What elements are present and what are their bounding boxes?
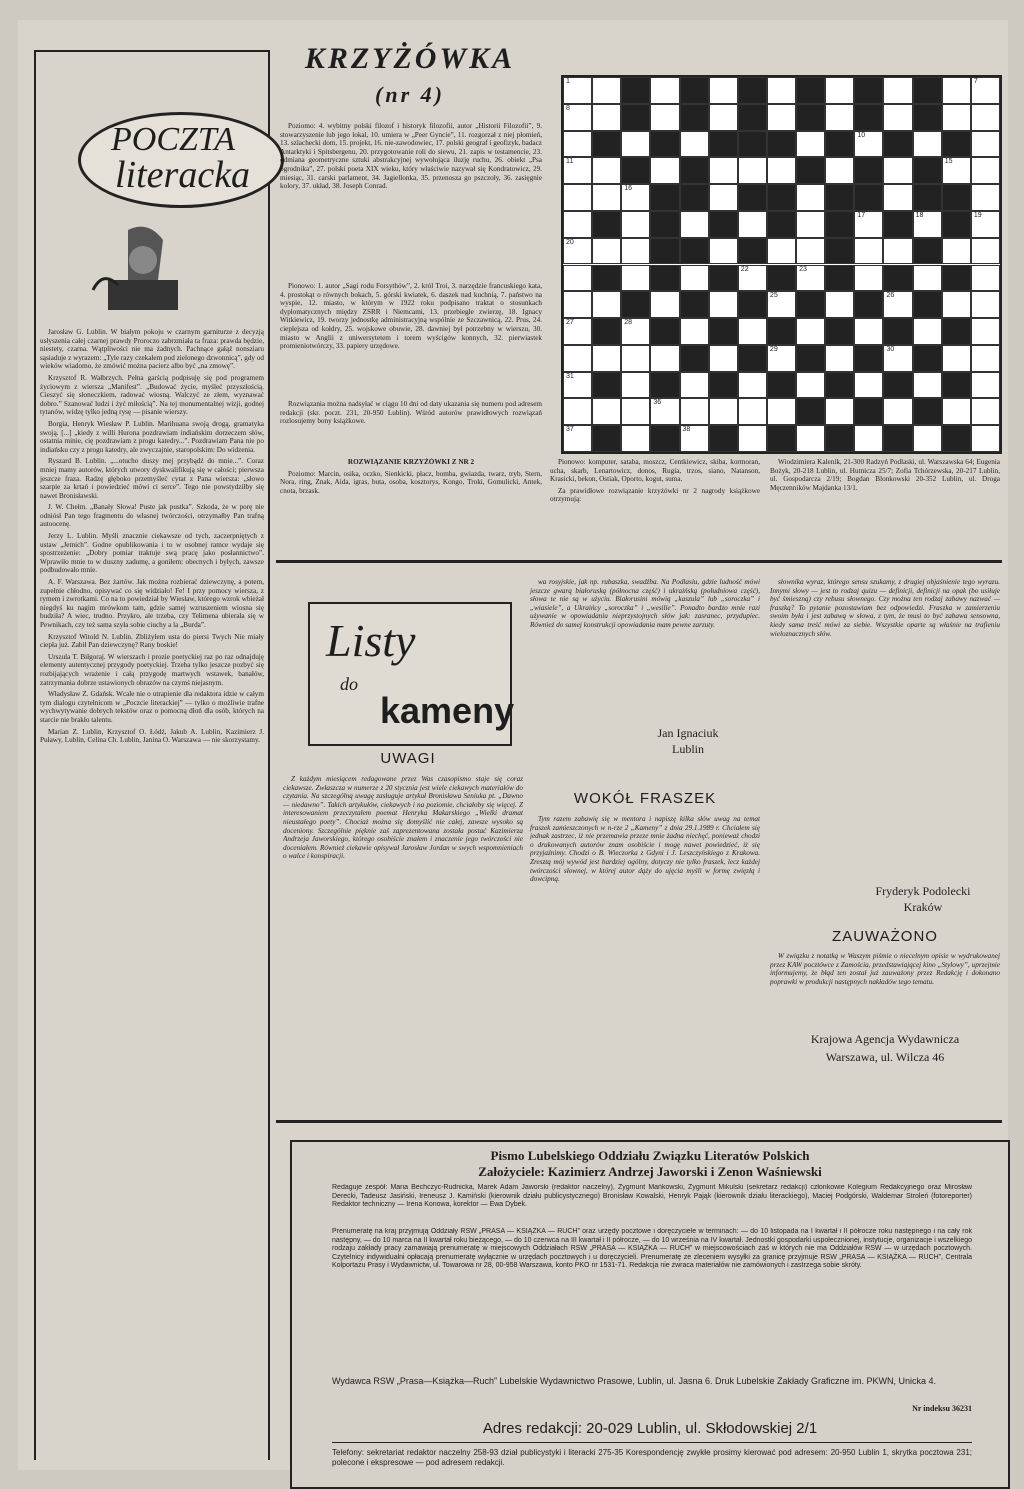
crossword-cell bbox=[709, 291, 738, 318]
crossword-cell bbox=[621, 345, 650, 372]
poczta-letter: Jarosław G. Lublin. W białym pokoju w czarnym garniturze z decyzją usłyszenia całej czarnej prawdy Proroczo zabrzmiała ta fraza: prawda będzie, niestety, czarna. Wątpliwości nie ma żadnych. Pachnące gałąź nonsziaru sąsiaduje z wyrazem: „Tyle razy czekałem pod zielonego dzwonnicą”, gdy od wieków wiadomo, że zmówić można pacierz albo być „na zmowę”. bbox=[40, 328, 264, 371]
crossword-block-cell bbox=[942, 372, 971, 399]
solution-title: ROZWIĄZANIE KRZYŻÓWKI Z NR 2 bbox=[347, 458, 475, 466]
crossword-cell bbox=[942, 157, 971, 184]
crossword-block-cell bbox=[680, 184, 709, 211]
crossword-cell bbox=[680, 265, 709, 292]
footer-title1: Pismo Lubelskiego Oddziału Związku Literatów Polskich bbox=[490, 1148, 810, 1163]
crossword-cell bbox=[563, 265, 592, 292]
crossword-cell bbox=[563, 77, 592, 104]
crossword-cell-number: 37 bbox=[566, 426, 574, 434]
crossword-cell bbox=[563, 238, 592, 265]
poczta-logo-line2: literacka bbox=[115, 154, 251, 196]
crossword-block-cell bbox=[650, 425, 679, 452]
crossword-cell-number: 7 bbox=[973, 78, 978, 85]
crossword-cell bbox=[738, 265, 767, 292]
newspaper-page bbox=[18, 20, 1008, 1470]
crossword-cell bbox=[621, 238, 650, 265]
crossword-block-cell bbox=[942, 131, 971, 158]
crossword-cell bbox=[592, 291, 621, 318]
crossword-cell-number: 8 bbox=[566, 104, 570, 112]
crossword-cell bbox=[913, 131, 942, 158]
crossword-block-cell bbox=[738, 104, 767, 131]
crossword-block-cell bbox=[767, 211, 796, 238]
poczta-letter: Krzysztof Witold N. Lublin. Zbliżyłem usta do piersi Twych Nie miały ciepła już. Zabił Pan dziewczynę? Rany boskie! bbox=[40, 632, 264, 650]
poczta-letter: Borgia, Henryk Wiesław P. Lublin. Marihuana swoją drogą, gramatyka swoją. [...] „kiedy z willi Hurona pozdrawiam indiańskim dorzeczem słów, ostatnia minie, cię pozdrawiam z progu katedry...”. Pozdrawiam Pana nie po indiańsku czy z progu katedry, ale zwyczajnie, staropolskim: Do widzenia. bbox=[40, 419, 264, 454]
crossword-block-cell bbox=[621, 77, 650, 104]
crossword-block-cell bbox=[825, 184, 854, 211]
section-separator bbox=[276, 560, 1002, 563]
poczta-letter: Krzysztof R. Wałbrzych. Pełna garścią podpisuję się pod programem życiowym z wiersza „Manifest”. „Budować życie, myśleć przyszłością. Cieszyć się słoneczkiem, radować wiosną. Walczyć ze złem, wyznawać dobro.” Szanować ludzi i żyć miłością”. Na tej monumentalnej wizji, godnej tytanów, widzę tylko jedną rysę — pisanie wierszy. bbox=[40, 373, 264, 417]
crossword-cell bbox=[796, 184, 825, 211]
crossword-cell bbox=[796, 211, 825, 238]
poczta-letter: Władysław Z. Gdańsk. Wcale nie o utrapienie dla redaktora idzie w całym tym dialogu czytelnicom w „Poczcie literackiej” — tylko o możliwie trafne wychwytywanie dobrych tekstów oraz o pomocną dłoń dla osób, których na starcie nie brakło talentu. bbox=[40, 690, 264, 724]
crossword-block-cell bbox=[913, 77, 942, 104]
crossword-block-cell bbox=[650, 318, 679, 345]
crossword-cell-number: 26 bbox=[886, 292, 895, 300]
crossword-cell bbox=[621, 184, 650, 211]
poczta-letter: A. F. Warszawa. Bez żartów. Jak można rozbierać dziewczynę, a potem, zupełnie chłodno, opisywać co się widziało! Fe! I przy pomocy wiersza, z rymem i zwrotkami. Co na to powiedział by Wiesław, którego wzrok wbieżał niegdyś ku nagim mrówkom tam, gdzie samej wzruszeniem wiosna się budziła? A wiec, trudno. Przykro, ale trzeba, czy Telimena ubierała się w Pewnikach, czy też sama szyła sobie ciuchy a la „Burda”. bbox=[40, 578, 264, 629]
crossword-cell bbox=[942, 104, 971, 131]
crossword-cell bbox=[854, 238, 883, 265]
crossword-cell-number: 36 bbox=[653, 399, 662, 407]
crossword-block-cell bbox=[825, 318, 854, 345]
crossword-cell bbox=[680, 425, 709, 452]
crossword-cell bbox=[883, 77, 912, 104]
crossword-title: KRZYŻÓWKA bbox=[304, 42, 516, 75]
crossword-block-cell bbox=[738, 291, 767, 318]
crossword-cell bbox=[854, 211, 883, 238]
crossword-cell bbox=[971, 77, 1000, 104]
crossword-cell bbox=[854, 372, 883, 399]
solution-poziomo: Poziomo: Marcin, osika, oczko, Sienkicki, płacz, bomba, gwiazda, twarz, tryb, Stern, Nora, ring, Znak, Aida, igras, buta, osoba, kosztorys, Kongo, Troki, Gomulicki, Antek, cnota, brzask. bbox=[280, 469, 542, 495]
crossword-block-cell bbox=[680, 157, 709, 184]
crossword-block-cell bbox=[942, 318, 971, 345]
crossword-cell bbox=[796, 425, 825, 452]
crossword-block-cell bbox=[825, 211, 854, 238]
crossword-cell bbox=[709, 77, 738, 104]
uwagi-author: Jan Ignaciuk bbox=[657, 726, 719, 740]
crossword-block-cell bbox=[592, 265, 621, 292]
crossword-cell bbox=[680, 131, 709, 158]
crossword-poziomo: Poziomo: 4. wybitny polski filozof i historyk filozofii, autor „Historii Filozofii”, 9. stowarzyszenie lub jego lokal, 10. umiera w „Peer Gyncie”, 11. rozgorzał z niej płomień, 13. szlachecki dom, 15. projekt, 16. nie-zawodowiec, 17. polski geograf i geofizyk, badacz Antarktyki i Spitsbergenu, 20. przygotowanie roli do siewu, 21. zapis w testamencie, 23. odmiana geometryczne sztuki abstrakcyjnej wywołująca iluzję ruchu, 26. obiekt „Psa ogrodnika”, 27. polski poeta XIX wieku, który właściwie nazywał się Kondratowicz, 29. miesiąc, 31. carski parlament, 34. Jagiellonka, 35. przenosza go pszczoły, 36. zasięgnie kolory, 37. układ, 38. Joseph Conrad. bbox=[280, 122, 542, 191]
crossword-block-cell bbox=[796, 104, 825, 131]
listy-logo-line1: Listy bbox=[326, 615, 416, 666]
crossword-cell bbox=[563, 425, 592, 452]
crossword-block-cell bbox=[680, 238, 709, 265]
crossword-block-cell bbox=[913, 238, 942, 265]
crossword-cell bbox=[971, 104, 1000, 131]
poczta-letter: Ryszard B. Lublin. „...otucho duszy mej przybądź do mnie...”. Coraz mniej mamy autorów, których utwory dyskwalifikują się w całości; pierwsza jeszcze fraza. Radzę głęboko przemyśleć cytat z Pana wiersza: „słowo szarpie za krtań i powiedzieć mówi ci serce”. Tego nie powstydziłby się nawet Bronisławski. bbox=[40, 457, 264, 500]
crossword-block-cell bbox=[767, 184, 796, 211]
crossword-cell bbox=[942, 345, 971, 372]
crossword-block-cell bbox=[738, 131, 767, 158]
crossword-cell-number: 27 bbox=[566, 319, 574, 327]
crossword-block-cell bbox=[709, 318, 738, 345]
crossword-block-cell bbox=[796, 291, 825, 318]
crossword-cell bbox=[592, 398, 621, 425]
fraszki-cont-text: wa rosyjskie, jak np. rubaszka, swadźba. Na Podlasiu, gdzie ludność mówi jeszcze gwarą białoruską (północna część) i ukraińską (południowa część), słowa te nie są w użyciu. Białorusini mówią „kaszula” lub „soroczka” i „wiasiele”, a Ukraińcy „soroczka” i „wesilie”. Ponadto bardzo mnie razi używanie w opowiadaniu nieprzystojnych słów jak: zasranec, przydupiec. Również do samej konstrukcji opowiadania mam pewne zarzuty. bbox=[530, 578, 760, 629]
crossword-cell-number: 1 bbox=[566, 78, 570, 85]
crossword-block-cell bbox=[854, 291, 883, 318]
crossword-cell-number: 31 bbox=[566, 372, 574, 380]
col3-text: słownika wyraz, którego sensu szukamy, z drugiej objaśnienie tego wyrazu. Innymi słowy — jest to rodzaj quizu — definicji, definicji na opak (bo usiłuje być śmieszną) czy rebusu słownego. Czy można ten rodzaj zabawy nazwać — fraszką? To pytanie pozostawiam bez odpowiedzi. Fraszka w zamierzeniu swoim była i jest zabawą w słowa, z tym, że musi to być zabawa sensowna, kiedy sama treść mówi za siebie. Wszystkie oparte są właśnie na trafieniu wieloznacznych słów. bbox=[770, 578, 1000, 638]
crossword-cell bbox=[563, 131, 592, 158]
crossword-cell bbox=[767, 77, 796, 104]
crossword-cell bbox=[971, 238, 1000, 265]
crossword-cell bbox=[971, 372, 1000, 399]
crossword-cell bbox=[883, 157, 912, 184]
crossword-block-cell bbox=[913, 398, 942, 425]
crossword-cell bbox=[650, 104, 679, 131]
crossword-block-cell bbox=[883, 372, 912, 399]
crossword-cell bbox=[680, 398, 709, 425]
crossword-block-cell bbox=[709, 372, 738, 399]
crossword-cell bbox=[592, 184, 621, 211]
crossword-block-cell bbox=[592, 318, 621, 345]
crossword-block-cell bbox=[650, 372, 679, 399]
winners-list: Wiodzimiera Kaleník, 21-300 Radzyń Podlaski, ul. Warszawska 64; Eugenia Bożyk, 20-218 Lublin, ul. Hutnicza 25/7; Zofia Tchórzewska, 20-217 Lublin, ul. Gospodarcza 2/19; Bogdan Blonkowski 20-352 Lublin, ul. Droga Męczenników Majdanka 13/1. bbox=[770, 458, 1000, 492]
crossword-cell bbox=[825, 345, 854, 372]
zauwazono-address: Warszawa, ul. Wilcza 46 bbox=[825, 1050, 945, 1064]
crossword-cell bbox=[971, 398, 1000, 425]
uwagi-city: Lublin bbox=[672, 742, 704, 756]
crossword-cell bbox=[650, 157, 679, 184]
zauwazono-text: W związku z notatką w Waszym piśmie o niecelnym opisie w wydrukowanej przez KAW pocztówce z Zamościa, przedstawiającej kino „Stylowy”, uprzejmie informujemy, że błąd ten został już zauważony przez Redakcję i dokonano poprawki w produkcji następnych nakładów tego tematu. bbox=[770, 952, 1000, 986]
crossword-block-cell bbox=[738, 184, 767, 211]
crossword-cell bbox=[563, 211, 592, 238]
crossword-block-cell bbox=[854, 184, 883, 211]
crossword-cell bbox=[592, 157, 621, 184]
uwagi-title: UWAGI bbox=[380, 750, 436, 767]
poczta-literacka-logo bbox=[78, 112, 284, 208]
crossword-cell bbox=[883, 345, 912, 372]
crossword-cell bbox=[738, 398, 767, 425]
crossword-cell bbox=[563, 318, 592, 345]
crossword-cell bbox=[709, 104, 738, 131]
crossword-cell bbox=[825, 398, 854, 425]
crossword-block-cell bbox=[854, 104, 883, 131]
crossword-cell-number: 15 bbox=[944, 158, 953, 166]
crossword-cell bbox=[680, 318, 709, 345]
crossword-block-cell bbox=[680, 345, 709, 372]
crossword-cell bbox=[650, 291, 679, 318]
crossword-grid bbox=[561, 75, 1002, 454]
crossword-block-cell bbox=[738, 77, 767, 104]
crossword-cell bbox=[621, 425, 650, 452]
crossword-cell bbox=[971, 318, 1000, 345]
crossword-cell bbox=[971, 291, 1000, 318]
crossword-block-cell bbox=[680, 77, 709, 104]
zauwazono-author: Krajowa Agencja Wydawnicza bbox=[810, 1032, 960, 1046]
crossword-block-cell bbox=[825, 265, 854, 292]
crossword-block-cell bbox=[680, 291, 709, 318]
crossword-cell bbox=[650, 345, 679, 372]
crossword-cell bbox=[942, 291, 971, 318]
crossword-cell bbox=[592, 104, 621, 131]
left-box-top bbox=[34, 50, 270, 52]
left-box-left bbox=[34, 50, 36, 1460]
poczta-letter: Urszula T. Biłgoraj. W wierszach i prozie poetyckiej raz po raz odnajduję elementy autentycznej przygody poetyckiej. Trzeba tylko jeszcze pozbyć się rozbijających wrażenie i całą przygodę martwych wstawek, banałów, zatrzymania dobrze ustawionych obrazów na czymś niejasnym. bbox=[40, 652, 264, 687]
crossword-cell bbox=[680, 372, 709, 399]
col3-author: Fryderyk Podolecki bbox=[875, 884, 971, 898]
crossword-block-cell bbox=[767, 131, 796, 158]
masthead-box bbox=[290, 1140, 1010, 1489]
crossword-cell-number: 30 bbox=[886, 345, 895, 353]
crossword-block-cell bbox=[942, 211, 971, 238]
crossword-cell bbox=[883, 184, 912, 211]
crossword-cell bbox=[592, 77, 621, 104]
crossword-block-cell bbox=[650, 211, 679, 238]
listy-logo-line3: kameny bbox=[380, 690, 515, 731]
crossword-cell bbox=[883, 238, 912, 265]
crossword-cell bbox=[563, 157, 592, 184]
crossword-cell bbox=[971, 345, 1000, 372]
crossword-cell-number: 20 bbox=[566, 238, 574, 246]
crossword-block-cell bbox=[825, 238, 854, 265]
crossword-cell-number: 28 bbox=[624, 319, 633, 327]
crossword-block-cell bbox=[767, 265, 796, 292]
crossword-block-cell bbox=[883, 265, 912, 292]
crossword-cell bbox=[709, 157, 738, 184]
crossword-block-cell bbox=[854, 157, 883, 184]
crossword-block-cell bbox=[592, 211, 621, 238]
crossword-block-cell bbox=[767, 425, 796, 452]
footer-separator bbox=[276, 1120, 1002, 1123]
crossword-cell bbox=[825, 104, 854, 131]
crossword-cell bbox=[767, 398, 796, 425]
crossword-cell bbox=[883, 398, 912, 425]
crossword-cell bbox=[913, 318, 942, 345]
crossword-cell bbox=[709, 345, 738, 372]
crossword-cell bbox=[563, 291, 592, 318]
crossword-cell bbox=[563, 184, 592, 211]
crossword-cell bbox=[592, 345, 621, 372]
crossword-cell bbox=[738, 425, 767, 452]
crossword-cell bbox=[854, 318, 883, 345]
poczta-letters bbox=[40, 328, 264, 1458]
crossword-block-cell bbox=[942, 265, 971, 292]
crossword-cell bbox=[854, 265, 883, 292]
crossword-cell bbox=[796, 265, 825, 292]
crossword-cell-number: 16 bbox=[624, 185, 633, 193]
crossword-cell bbox=[709, 238, 738, 265]
crossword-instructions: Rozwiązania można nadsyłać w ciągu 10 dni od daty ukazania się numeru pod adresem redakcji (skr. poczt. 231, 20-950 Lublin). Wśród autorów prawidłowych rozwiązań rozlosujemy bony książkowe. bbox=[280, 400, 542, 426]
crossword-cell bbox=[650, 77, 679, 104]
crossword-block-cell bbox=[796, 157, 825, 184]
poczta-letter: J. W. Chełm. „Banały Słowa! Puste jak pustka”. Szkoda, że w porę nie odniósł Pan tego fragmentu do własnej twórczości, otrzymałby Pan trafną autoocenę. bbox=[40, 503, 264, 529]
crossword-number: (nr 4) bbox=[375, 82, 445, 107]
crossword-cell bbox=[913, 265, 942, 292]
crossword-cell bbox=[592, 238, 621, 265]
crossword-block-cell bbox=[592, 425, 621, 452]
crossword-cell bbox=[563, 345, 592, 372]
crossword-block-cell bbox=[883, 318, 912, 345]
crossword-cell bbox=[621, 211, 650, 238]
footer-wydawca: Wydawca RSW „Prasa—Książka—Ruch” Lubelskie Wydawnictwo Prasowe, Lublin, ul. Jasna 6. Druk Lubelskie Zakłady Graficzne im. PKWN, Unicka 4. bbox=[332, 1376, 937, 1386]
crossword-cell bbox=[767, 345, 796, 372]
crossword-cell-number: 38 bbox=[682, 426, 691, 434]
crossword-cell bbox=[709, 398, 738, 425]
crossword-cell bbox=[913, 211, 942, 238]
footer-telefony: Telefony: sekretariat redaktor naczelny 258-93 dział publicystyki i literacki 275-35 Korespondencję zwykłe prosimy kierować pod adresem: 20-950 Lublin 1, skrytka pocztowa 231; polecone i ekspresowe — pod adresem redakcji. bbox=[332, 1448, 972, 1467]
crossword-block-cell bbox=[592, 131, 621, 158]
crossword-block-cell bbox=[942, 184, 971, 211]
crossword-cell bbox=[621, 265, 650, 292]
crossword-block-cell bbox=[913, 157, 942, 184]
crossword-block-cell bbox=[913, 291, 942, 318]
poczta-letter: Marian Z. Lublin, Krzysztof O. Łódź, Jakub A. Lublin, Kazimierz J. Puławy, Lublin, Celina Ch. Lublin, Janina O. Warszawa — nie skorzystamy. bbox=[40, 727, 264, 745]
crossword-cell bbox=[942, 238, 971, 265]
crossword-block-cell bbox=[709, 265, 738, 292]
crossword-block-cell bbox=[680, 104, 709, 131]
crossword-cell bbox=[796, 131, 825, 158]
crossword-block-cell bbox=[767, 372, 796, 399]
crossword-block-cell bbox=[738, 238, 767, 265]
crossword-cell bbox=[767, 104, 796, 131]
fraszki-title: WOKÓŁ FRASZEK bbox=[573, 790, 717, 807]
listy-logo-line2: do bbox=[340, 674, 358, 694]
crossword-cell bbox=[971, 425, 1000, 452]
crossword-cell-number: 17 bbox=[857, 211, 866, 219]
crossword-block-cell bbox=[913, 184, 942, 211]
crossword-cell bbox=[563, 398, 592, 425]
crossword-cell-number: 11 bbox=[566, 158, 574, 166]
crossword-cell bbox=[971, 131, 1000, 158]
crossword-cell bbox=[738, 211, 767, 238]
crossword-cell bbox=[971, 211, 1000, 238]
crossword-block-cell bbox=[738, 345, 767, 372]
poczta-letter: Jerzy L. Lublin. Myśli znacznie ciekawsze od tych, zaczerpniętych z ustaw „Jetnich”. Godne opublikowania i to w osobnej ramce wydaje się spostrzeżenie: „Dobry pomiar traktuje swą pracę jako posłannictwo”. Wprawiło mnie to w duszny zadumę, a goniłem: obecnych i byłych, zawsze podbudowało mnie. bbox=[40, 532, 264, 575]
crossword-cell bbox=[971, 265, 1000, 292]
crossword-cell bbox=[883, 104, 912, 131]
crossword-block-cell bbox=[942, 425, 971, 452]
crossword-block-cell bbox=[592, 372, 621, 399]
crossword-cell-number: 10 bbox=[857, 131, 866, 139]
crossword-cell bbox=[942, 398, 971, 425]
solution-pionowo-block bbox=[550, 458, 760, 538]
crossword-cell bbox=[913, 372, 942, 399]
crossword-cell-number: 25 bbox=[769, 292, 778, 300]
crossword-block-cell bbox=[883, 425, 912, 452]
solution-pionowo: Pionowo: komputer, sataba, moszcz, Centkiewicz, skiba, kormoran, ucha, skarb, Lenartowicz, donos, Rugia, trzos, siano, Natanson, Krasicki, bekon, Ostiak, Oporto, kogut, suma. bbox=[550, 458, 760, 484]
footer-inner-rule bbox=[332, 1442, 972, 1443]
crossword-block-cell bbox=[650, 131, 679, 158]
crossword-cell bbox=[621, 131, 650, 158]
crossword-pionowo: Pionowo: 1. autor „Sagi rodu Forsythów”, 2. król Troi, 3. narzędzie francuskiego kata, 4. prostokąt o równych bokach, 5. górski kwiatek, 6. daszek nad kuchnią, 7. państwo na wyspie, 12. miasto, w którym w 1922 roku podpisano traktat o stosunkach dyplomatycznych między ZSRR i Niemcami, 13. przebiegłe zwierzę, 18. Ignacy Witkiewicz, 19. tworzy jednostkę administracyjną wspólnie ze Szczawnicą, 22. Prus, 24. cieplejsza od kołdry, 25. wojskowe obuwie, 28. dawniej był potrzebny w wierszu, 30. miasto w Anglii z uniwersytetem i torem wyścigów konnych, 32. pierwiastek promieniotwórczy, 33. papiery urzędowe. bbox=[280, 282, 542, 351]
crossword-cell-number: 19 bbox=[973, 211, 982, 219]
crossword-cell bbox=[971, 157, 1000, 184]
crossword-cell bbox=[621, 398, 650, 425]
crossword-cell bbox=[767, 238, 796, 265]
crossword-block-cell bbox=[709, 131, 738, 158]
crossword-block-cell bbox=[709, 425, 738, 452]
crossword-block-cell bbox=[621, 157, 650, 184]
crossword-block-cell bbox=[796, 77, 825, 104]
crossword-block-cell bbox=[650, 184, 679, 211]
zauwazono-title: ZAUWAŻONO bbox=[832, 928, 938, 945]
crossword-cell bbox=[942, 77, 971, 104]
crossword-block-cell bbox=[883, 131, 912, 158]
footer-redakcja: Redaguje zespół: Maria Bechczyc-Rudnicka, Marek Adam Jaworski (redaktor naczelny), Zygmunt Mańkowski, Zygmunt Mikulski (sekretarz redakcji) członkowie Kolegium Redakcyjnego oraz Mirosław Derecki, Tadeusz Jasiński, Ireneusz J. Kamiński (kierownik działu publicystycznego) Bronisław Kowalski, Henryk Pająk (kierownik działu literackiego), Maciej Podgórski, Waldemar Stroleń (fotoreporter) Redaktor techniczny — Irena Konowa, korektor — Ewa Dybek. bbox=[332, 1184, 972, 1209]
crossword-cell bbox=[738, 318, 767, 345]
crossword-block-cell bbox=[825, 372, 854, 399]
crossword-cell bbox=[680, 211, 709, 238]
winners-intro: Za prawidłowe rozwiązanie krzyżówki nr 2 nagrody książkowe otrzymują: bbox=[550, 486, 760, 504]
crossword-block-cell bbox=[767, 318, 796, 345]
crossword-cell-number: 18 bbox=[915, 211, 924, 219]
crossword-block-cell bbox=[854, 345, 883, 372]
crossword-cell bbox=[621, 372, 650, 399]
footer-adres: Adres redakcji: 20-029 Lublin, ul. Skłodowskiej 2/1 bbox=[482, 1420, 818, 1437]
crossword-block-cell bbox=[796, 345, 825, 372]
crossword-cell bbox=[796, 372, 825, 399]
crossword-block-cell bbox=[709, 211, 738, 238]
uwagi-text: Z każdym miesiącem redagowane przez Was czasopismo staje się coraz ciekawsze. Zwłaszcza w numerze z 20 stycznia jest wiele ciekawych materiałów do czytania. Na szczególną uwagę zasługuje artykuł Bronisława Seniuka pt. „Dawno — niedawno”. Takich artykułów, ciekawych i na poziomie, chciałoby się więcej. Z interesowaniem przeczytałem poemat Henryka Makarskiego „Wielki dramat nieustałego poety”. Chociaż można się domyślić nie całej, zawsze wysoko są doceniony. Szczególnie pięknie zaś zaprezentowana została postać Kazimierza Andrzeja Jaworskiego, którego osobiście znałem i znaczenie jego twórczości nie doceniałem. Również ciekawie opisywał Jarosław Jordan w swych wspomnieniach o walce i konspiracji. bbox=[283, 775, 523, 861]
crossword-cell bbox=[825, 291, 854, 318]
fraszki-text: Tym razem zabawię się w mentora i napiszę kilka słów uwag na temat fraszek zamieszczonych w n-rze 2 „Kameny” z dnia 29.1.1989 r. Chciałem się jednak zastrzec, iż nie przemawia przeze mnie żadna niechęć, ponieważ chodzi o drukowanych autorów znam osobiście i mogę nawet powiedzieć, iż się przyjaźnimy. Chodzi o B. Wieczorka z Gdyni i J. Leszczyńskiego z Krakowa. Zresztą mój wywód jest bardziej ogólny, dotyczy nie tylko fraszek, lecz każdej twórczości słownej, w której autor dąży do ujęcia myśli w formę zwięzłą i dowcipną. bbox=[530, 815, 760, 884]
footer-prenumerata: Prenumeratę na kraj przyjmują Oddziały RSW „PRASA — KSIĄŻKA — RUCH” oraz urzędy pocztowe i doręczyciele w terminach: — do 10 listopada na I kwartał i II półrocze roku następnego i na cały rok następny, — do 10 marca na II kwartał roku bieżącego, — do 10 czerwca na III kwartał i II półrocze, — do 10 września na IV kwartał. Jednostki gospodarki uspołecznionej, instytucje, organizacje i wszelkiego rodzaju zakłady pracy zamawiają prenumeratę w miejscowych Oddziałach RSW „PRASA — KSIĄŻKA — RUCH” w miejscowościach zaś w których nie ma Oddziałów RSW — w urzędach pocztowych. Czytelnicy indywidualni opłacają prenumeratę wyłącznie w urzędach pocztowych i u doręczycieli. Prenumeratę ze zleceniem wysyłki za granicę przyjmuje RSW „PRASA — KSIĄŻKA — RUCH”, Centrala Kolportażu Prasy i Wydawnictw, ul. Towarowa nr 28, 00-958 Warszawa, konto PKO nr 1531-71. Redakcja nie zwraca materiałów nie zamówionych i zastrzega sobie skróty. bbox=[332, 1228, 972, 1270]
footer-title2: Założyciele: Kazimierz Andrzej Jaworski i Zenon Waśniewski bbox=[478, 1164, 822, 1179]
crossword-cell-number: 23 bbox=[799, 265, 807, 273]
crossword-cell bbox=[563, 104, 592, 131]
crossword-cell bbox=[971, 184, 1000, 211]
gramophone-illustration bbox=[88, 220, 198, 316]
crossword-cell bbox=[709, 184, 738, 211]
crossword-cell bbox=[796, 238, 825, 265]
solution-block bbox=[280, 458, 542, 538]
column-divider bbox=[268, 50, 270, 1460]
crossword-block-cell bbox=[913, 104, 942, 131]
poczta-logo-line1: POCZTA bbox=[111, 121, 236, 158]
crossword-block-cell bbox=[650, 238, 679, 265]
crossword-cell bbox=[767, 157, 796, 184]
crossword-block-cell bbox=[796, 398, 825, 425]
crossword-cell-number: 22 bbox=[740, 265, 749, 273]
crossword-block-cell bbox=[825, 425, 854, 452]
crossword-block-cell bbox=[825, 131, 854, 158]
crossword-cell bbox=[796, 318, 825, 345]
crossword-block-cell bbox=[621, 104, 650, 131]
crossword-block-cell bbox=[883, 211, 912, 238]
crossword-block-cell bbox=[854, 398, 883, 425]
crossword-cell bbox=[825, 157, 854, 184]
col3-city: Kraków bbox=[903, 900, 943, 914]
winners-block bbox=[770, 458, 1000, 538]
crossword-cell bbox=[854, 425, 883, 452]
crossword-cell bbox=[621, 318, 650, 345]
crossword-cell bbox=[738, 157, 767, 184]
crossword-cell bbox=[563, 372, 592, 399]
crossword-cell bbox=[883, 291, 912, 318]
crossword-cell-number: 29 bbox=[769, 345, 778, 353]
crossword-cell bbox=[913, 425, 942, 452]
crossword-cell bbox=[767, 291, 796, 318]
footer-indeks: Nr indeksu 36231 bbox=[912, 1404, 972, 1413]
crossword-block-cell bbox=[913, 345, 942, 372]
crossword-cell bbox=[854, 131, 883, 158]
crossword-block-cell bbox=[621, 291, 650, 318]
crossword-cell bbox=[738, 372, 767, 399]
crossword-block-cell bbox=[854, 77, 883, 104]
crossword-cell bbox=[650, 398, 679, 425]
listy-do-kameny-logo bbox=[308, 602, 515, 746]
crossword-block-cell bbox=[650, 265, 679, 292]
crossword-cell bbox=[825, 77, 854, 104]
